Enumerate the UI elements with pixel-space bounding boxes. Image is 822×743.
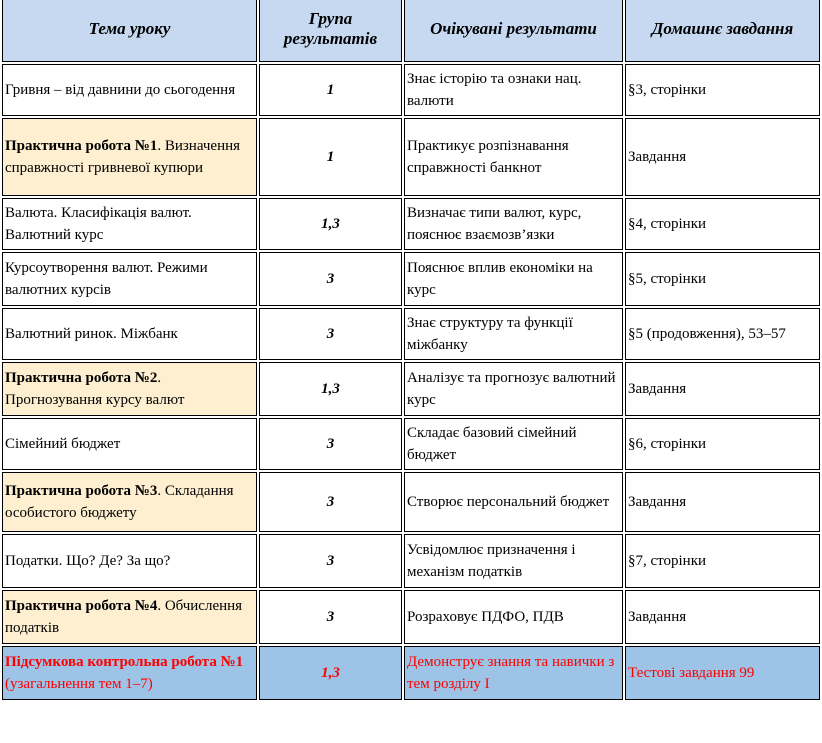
cell-topic [2, 646, 257, 700]
topic-bold-text: Підсумкова контрольна робота №1 [5, 654, 244, 670]
table-row [2, 64, 820, 116]
topic-text: Валютний ринок. Міжбанк [5, 326, 178, 342]
cell-group: 3 [259, 308, 402, 360]
table-row [2, 534, 820, 588]
topic-text: . Визначення справжності гривневої купюри [5, 138, 241, 176]
cell-result: Знає структуру та функції міжбанку [404, 308, 623, 360]
cell-result: Аналізує та прогнозує валютний курс [404, 362, 623, 416]
table-row [2, 472, 820, 532]
topic-text: Податки. Що? Де? За що? [5, 553, 171, 569]
cell-result: Складає базовий сімейний бюджет [404, 418, 623, 470]
cell-homework: §3, сторінки [625, 64, 820, 116]
topic-bold-text: Практична робота №2 [5, 370, 158, 386]
cell-group: 3 [259, 534, 402, 588]
header-group-line1: Група [308, 9, 353, 28]
table-row [2, 252, 820, 306]
table-row [2, 590, 820, 644]
cell-group: 1,3 [259, 198, 402, 250]
header-row [2, 0, 820, 62]
topic-bold-text: Практична робота №4 [5, 598, 158, 614]
cell-result: Знає історію та ознаки нац. валюти [404, 64, 623, 116]
cell-result: Демонструє знання та навички з тем розділу I [404, 646, 623, 700]
cell-homework: §6, сторінки [625, 418, 820, 470]
cell-topic [2, 308, 257, 360]
cell-group: 3 [259, 472, 402, 532]
header-homework: Домашнє завдання [625, 0, 820, 62]
cell-result: Пояснює вплив економіки на курс [404, 252, 623, 306]
cell-topic [2, 118, 257, 196]
table-row [2, 646, 820, 700]
cell-topic [2, 252, 257, 306]
table-row [2, 308, 820, 360]
cell-homework: §4, сторінки [625, 198, 820, 250]
cell-result: Практикує розпізнавання справжності банкнот [404, 118, 623, 196]
topic-text: . Складання особистого бюджету [5, 483, 234, 521]
cell-homework: Завдання [625, 472, 820, 532]
cell-result: Створює персональний бюджет [404, 472, 623, 532]
cell-topic [2, 472, 257, 532]
cell-topic [2, 590, 257, 644]
cell-homework: §5 (продовження), 53–57 [625, 308, 820, 360]
header-group-line2: результатів [283, 29, 378, 48]
cell-group: 3 [259, 418, 402, 470]
cell-homework: Тестові завдання 99 [625, 646, 820, 700]
table-row [2, 418, 820, 470]
cell-topic [2, 534, 257, 588]
cell-topic [2, 64, 257, 116]
topic-bold-text: Практична робота №1 [5, 138, 158, 154]
cell-topic [2, 362, 257, 416]
cell-group: 1,3 [259, 362, 402, 416]
cell-homework: Завдання [625, 590, 820, 644]
cell-result: Усвідомлює призначення і механізм податків [404, 534, 623, 588]
cell-group: 1 [259, 118, 402, 196]
table-row [2, 118, 820, 196]
table-row [2, 198, 820, 250]
cell-homework: Завдання [625, 362, 820, 416]
header-results: Очікувані результати [404, 0, 623, 62]
cell-result: Визначає типи валют, курс, пояснює взаємозв’язки [404, 198, 623, 250]
cell-homework: Завдання [625, 118, 820, 196]
cell-topic [2, 418, 257, 470]
header-topic: Тема уроку [2, 0, 257, 62]
topic-text: Курсоутворення валют. Режими валютних курсів [5, 260, 208, 298]
topic-text: (узагальнення тем 1–7) [5, 676, 153, 692]
topic-text: . Обчислення податків [5, 598, 243, 636]
cell-group: 3 [259, 252, 402, 306]
cell-topic [2, 198, 257, 250]
cell-group: 1 [259, 64, 402, 116]
cell-result: Розраховує ПДФО, ПДВ [404, 590, 623, 644]
cell-group: 3 [259, 590, 402, 644]
topic-text: Сімейний бюджет [5, 436, 121, 452]
cell-group: 1,3 [259, 646, 402, 700]
topic-bold-text: Практична робота №3 [5, 483, 158, 499]
table-body [2, 64, 820, 700]
header-group [259, 0, 402, 62]
topic-text: Валюта. Класифікація валют. Валютний курс [5, 205, 192, 243]
cell-homework: §7, сторінки [625, 534, 820, 588]
topic-text: Гривня – від давнини до сьогодення [5, 82, 236, 98]
topic-text: . Прогнозування курсу валют [5, 370, 185, 408]
cell-homework: §5, сторінки [625, 252, 820, 306]
table-row [2, 362, 820, 416]
